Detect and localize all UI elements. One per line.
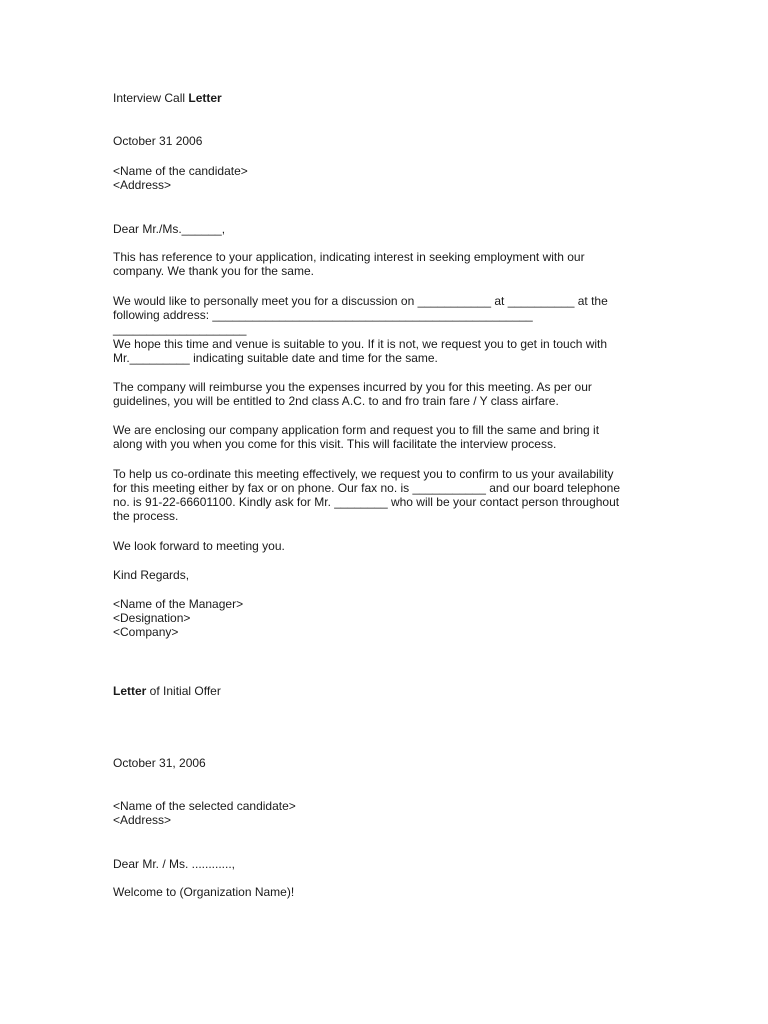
letter1-date: October 31 2006	[113, 134, 203, 148]
letter1-p5-line: We are enclosing our company application form and request you to fill the same and bring it	[113, 423, 600, 437]
letter1-p7: We look forward to meeting you.	[113, 539, 285, 553]
letter2-welcome: Welcome to (Organization Name)!	[113, 885, 295, 899]
letter2-recipient-name: <Name of the selected candidate>	[113, 799, 296, 813]
letter1-p6-line: for this meeting either by fax or on phone. Our fax no. is ___________ and our board telephone	[113, 481, 621, 495]
letter2-recipient-address: <Address>	[113, 813, 172, 827]
letter2-salutation: Dear Mr. / Ms. ............,	[113, 857, 236, 871]
letter1-salutation: Dear Mr./Ms.______,	[113, 222, 226, 236]
letter1-p3-line: We hope this time and venue is suitable to you. If it is not, we request you to get in touch with	[113, 337, 608, 351]
letter1-p4-line: The company will reimburse you the expenses incurred by you for this meeting. As per our	[113, 380, 592, 394]
letter2-title	[113, 684, 221, 698]
letter2-title-bold: Letter	[113, 684, 147, 698]
letter1-title-prefix: Interview Call	[113, 91, 189, 105]
letter1-p2-line: We would like to personally meet you for a discussion on ___________ at __________ at the	[113, 294, 608, 308]
letter1-title	[113, 91, 222, 105]
letter1-p1-line: This has reference to your application, indicating interest in seeking employment with our	[113, 250, 585, 264]
letter1-p5-line: along with you when you come for this visit. This will facilitate the interview process.	[113, 437, 557, 451]
letter1-p1-line: company. We thank you for the same.	[113, 264, 314, 278]
letter1-p2-line: ____________________	[113, 322, 247, 336]
letter2-date: October 31, 2006	[113, 756, 206, 770]
letter2-title-suffix: of Initial Offer	[146, 684, 221, 698]
letter1-signature-name: <Name of the Manager>	[113, 597, 244, 611]
letter1-p6-line: no. is 91-22-66601100. Kindly ask for Mr. ________ who will be your contact person throughout	[113, 495, 620, 509]
letter1-closing: Kind Regards,	[113, 568, 190, 582]
letter1-p6-line: To help us co-ordinate this meeting effectively, we request you to confirm to us your availability	[113, 467, 614, 481]
letter1-p3-line: Mr._________ indicating suitable date and time for the same.	[113, 351, 438, 365]
letter1-signature-designation: <Designation>	[113, 611, 191, 625]
letter1-p2-line: following address: ________________________________________________	[113, 308, 533, 322]
letter1-recipient-name: <Name of the candidate>	[113, 164, 248, 178]
letter1-signature-company: <Company>	[113, 625, 179, 639]
letter1-p6-line: the process.	[113, 509, 179, 523]
letter1-title-bold: Letter	[188, 91, 222, 105]
letter1-p4-line: guidelines, you will be entitled to 2nd class A.C. to and fro train fare / Y class airfare.	[113, 394, 559, 408]
letter1-recipient-address: <Address>	[113, 178, 172, 192]
